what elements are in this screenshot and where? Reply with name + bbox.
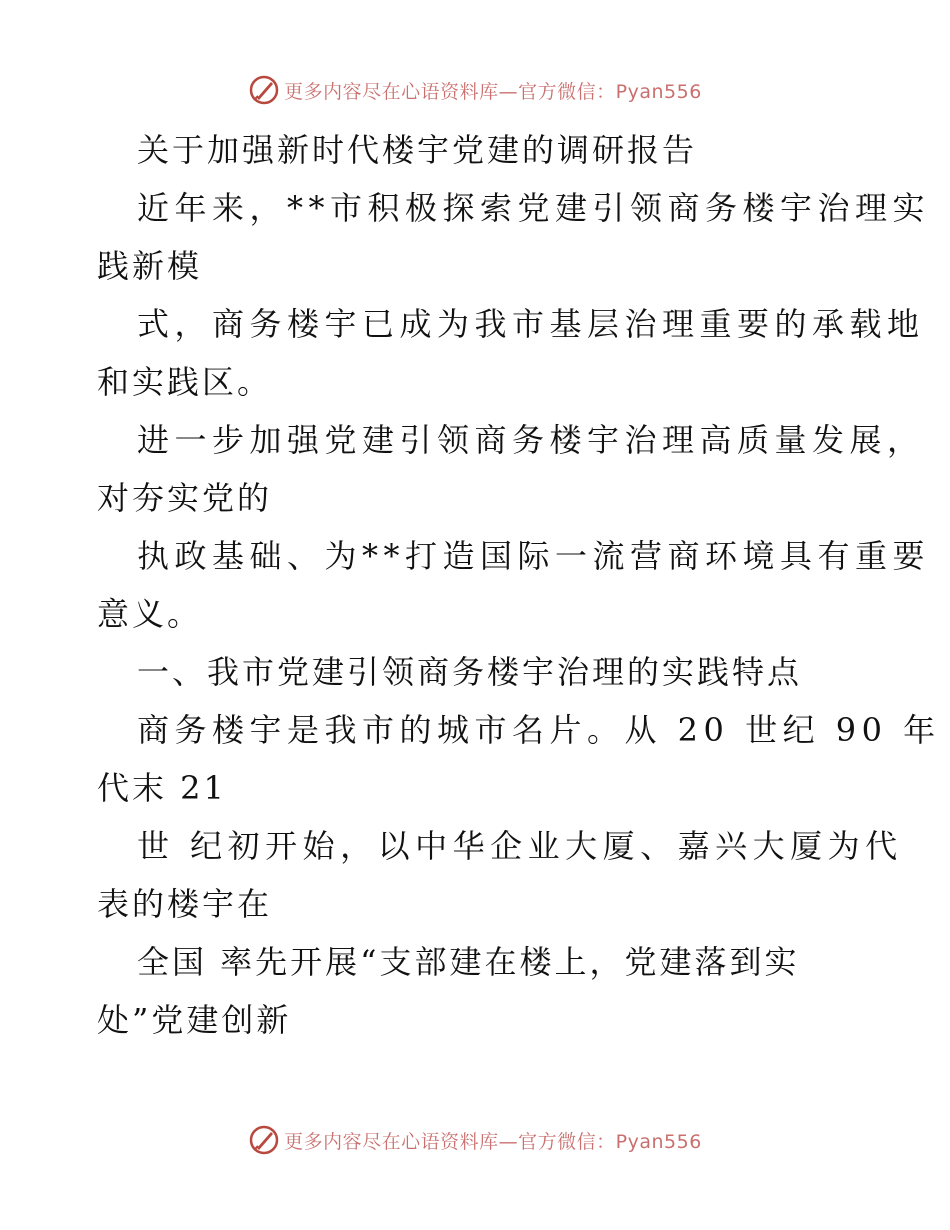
paragraph-line: 和实践区。 xyxy=(97,363,273,401)
paragraph-line: 近年来，**市积极探索党建引领商务楼宇治理实 xyxy=(137,189,931,227)
paragraph-line: 进一步加强党建引领商务楼宇治理高质量发展， xyxy=(137,421,925,459)
paragraph-line: 意义。 xyxy=(97,595,203,633)
paragraph-line: 对夯实党的 xyxy=(97,479,273,517)
paragraph-line: 执政基础、为**打造国际一流营商环境具有重要 xyxy=(137,537,931,575)
watermark-text: 更多内容尽在心语资料库—官方微信：Pyan556 xyxy=(284,80,702,103)
document-body xyxy=(97,121,941,1049)
paragraph-line: 全国 率先开展“支部建在楼上，党建落到实 xyxy=(137,943,800,981)
paragraph-line: 践新模 xyxy=(97,247,203,285)
paragraph-line: 商务楼宇是我市的城市名片。从 20 世纪 90 年 xyxy=(137,711,941,749)
quill-logo-icon xyxy=(248,1124,280,1156)
paragraph-line: 表的楼宇在 xyxy=(97,885,273,923)
paragraph-line: 世 纪初开始，以中华企业大厦、嘉兴大厦为代 xyxy=(137,827,903,865)
paragraph-line: 处”党建创新 xyxy=(97,1001,292,1039)
watermark-text: 更多内容尽在心语资料库—官方微信：Pyan556 xyxy=(284,1130,702,1153)
paragraph-line: 代末 21 xyxy=(97,769,227,807)
section-heading: 一、我市党建引领商务楼宇治理的实践特点 xyxy=(137,653,803,691)
paragraph-line: 式，商务楼宇已成为我市基层治理重要的承载地 xyxy=(137,305,925,343)
watermark-header xyxy=(0,70,950,110)
watermark-footer xyxy=(0,1120,950,1160)
quill-logo-icon xyxy=(248,74,280,106)
document-title: 关于加强新时代楼宇党建的调研报告 xyxy=(137,131,698,169)
